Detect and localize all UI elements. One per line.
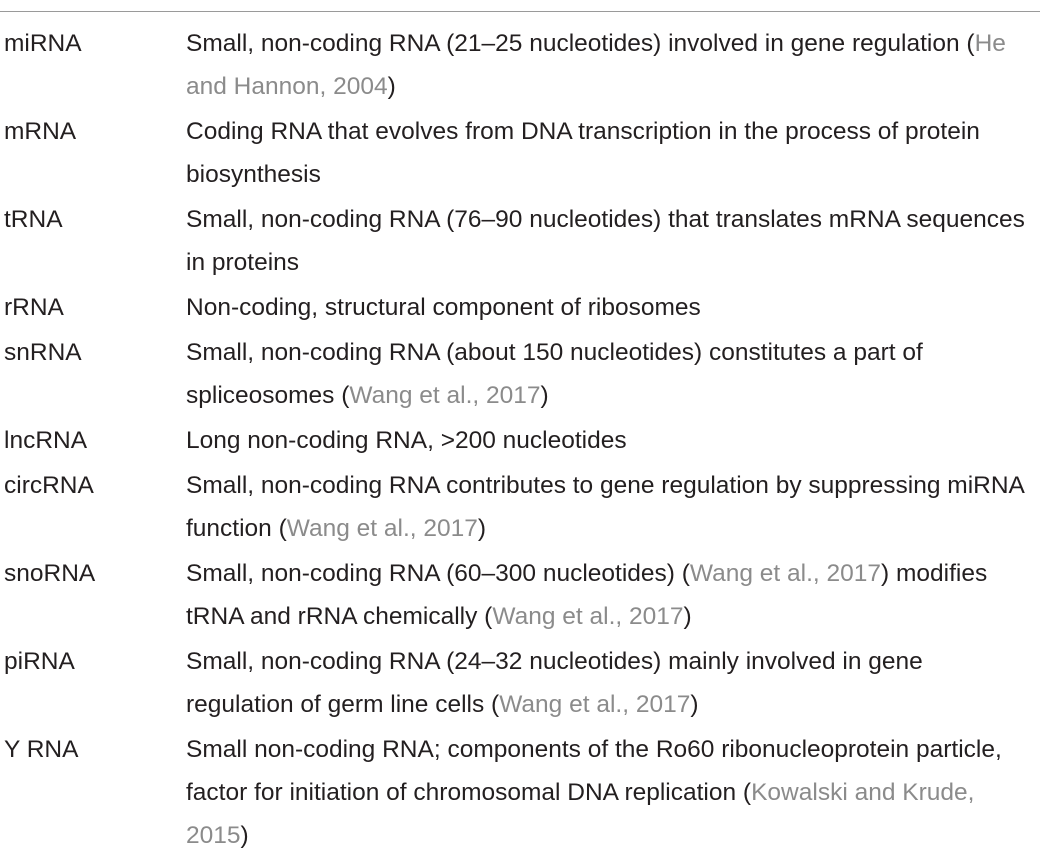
table-row	[0, 419, 1040, 462]
citation-link[interactable]: Wang et al., 2017	[349, 382, 541, 409]
definition-text: Non-coding, structural component of ribosomes	[186, 294, 701, 321]
table-row	[0, 22, 1040, 108]
table-row	[0, 640, 1040, 726]
term-cell: miRNA	[4, 30, 82, 57]
definition-cell	[186, 286, 1036, 329]
definition-text: Small non-coding RNA; components of the Ro60 ribonucleoprotein particle, factor for initiation of chromosomal DNA replication (	[186, 736, 1002, 806]
definition-tail: )	[387, 73, 396, 100]
definition-cell	[186, 419, 1036, 462]
term-cell: tRNA	[4, 206, 63, 233]
definition-text: Small, non-coding RNA (76–90 nucleotides) that translates mRNA sequences in proteins	[186, 206, 1025, 276]
table-row	[0, 110, 1040, 196]
table-row	[0, 552, 1040, 638]
definition-tail: )	[690, 691, 699, 718]
table-row	[0, 331, 1040, 417]
definition-text: Coding RNA that evolves from DNA transcription in the process of protein biosynthesis	[186, 118, 980, 188]
citation-link[interactable]: Wang et al., 2017	[499, 691, 691, 718]
table-row	[0, 286, 1040, 329]
definition-text: Small, non-coding RNA (24–32 nucleotides) mainly involved in gene regulation of germ line cells (	[186, 648, 923, 718]
citation-link[interactable]: Wang et al., 2017	[286, 515, 478, 542]
definition-tail: )	[683, 603, 692, 630]
citation-link[interactable]: He and Hannon, 2004	[186, 30, 1006, 100]
citation-link[interactable]: Wang et al., 2017	[492, 603, 684, 630]
term-cell: circRNA	[4, 472, 94, 499]
term-cell: rRNA	[4, 294, 64, 321]
definition-cell	[186, 552, 1036, 638]
definition-cell	[186, 198, 1036, 284]
definition-text: Small, non-coding RNA contributes to gene regulation by suppressing miRNA function (	[186, 472, 1024, 542]
top-rule	[0, 11, 1040, 12]
definition-text: Small, non-coding RNA (21–25 nucleotides) involved in gene regulation (	[186, 30, 975, 57]
definition-text: Small, non-coding RNA (about 150 nucleotides) constitutes a part of spliceosomes (	[186, 339, 923, 409]
definition-text: Small, non-coding RNA (60–300 nucleotides) (	[186, 560, 690, 587]
term-cell: piRNA	[4, 648, 75, 675]
term-cell: lncRNA	[4, 427, 88, 454]
term-cell: Y RNA	[4, 736, 79, 763]
term-cell: snoRNA	[4, 560, 96, 587]
table-row	[0, 198, 1040, 284]
definition-mid: ) modifies tRNA and rRNA chemically (	[186, 560, 988, 630]
citation-link[interactable]: Kowalski and Krude, 2015	[186, 779, 975, 849]
term-cell: snRNA	[4, 339, 82, 366]
definition-cell	[186, 464, 1036, 550]
table-row	[0, 728, 1040, 857]
definition-cell	[186, 22, 1036, 108]
definition-cell	[186, 640, 1036, 726]
definition-cell	[186, 728, 1036, 857]
definition-tail: )	[540, 382, 549, 409]
definition-cell	[186, 331, 1036, 417]
definition-text: Long non-coding RNA, >200 nucleotides	[186, 427, 627, 454]
definition-tail: )	[240, 822, 249, 849]
definition-tail: )	[477, 515, 487, 542]
definition-cell	[186, 110, 1036, 196]
citation-link[interactable]: Wang et al., 2017	[689, 560, 882, 587]
table-body	[0, 22, 1040, 859]
table-row	[0, 464, 1040, 550]
term-cell: mRNA	[4, 118, 77, 145]
